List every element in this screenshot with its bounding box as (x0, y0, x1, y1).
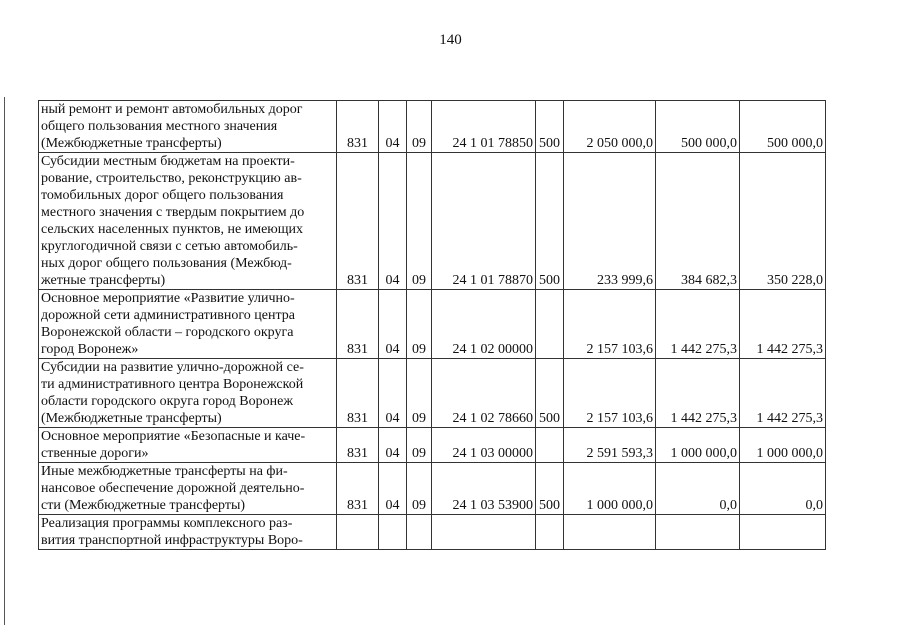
row-name-line: ти административного центра Воронежской (41, 377, 304, 392)
table-body (39, 101, 826, 550)
admin-code-cell: 831 (337, 428, 379, 463)
amount-year-2-cell: 384 682,3 (656, 153, 740, 290)
subsection-code-cell: 09 (407, 463, 432, 515)
section-code-cell (379, 515, 407, 550)
expense-type-cell (536, 290, 564, 359)
row-name-line: нансовое обеспечение дорожной деятельно- (41, 481, 305, 496)
amount-year-1-cell: 2 157 103,6 (564, 290, 656, 359)
section-code-cell: 04 (379, 463, 407, 515)
amount-year-3-cell: 1 442 275,3 (740, 290, 826, 359)
section-code-cell: 04 (379, 428, 407, 463)
row-name-line: Реализация программы комплексного раз- (41, 516, 293, 531)
amount-year-1-cell: 2 157 103,6 (564, 359, 656, 428)
amount-year-2-cell: 1 000 000,0 (656, 428, 740, 463)
amount-year-1-cell: 1 000 000,0 (564, 463, 656, 515)
amount-year-3-cell (740, 515, 826, 550)
table-row (39, 359, 826, 428)
row-name-line: Субсидии на развитие улично-дорожной се- (41, 360, 304, 375)
row-name-line: (Межбюджетные трансферты) (41, 411, 222, 426)
amount-year-2-cell: 1 442 275,3 (656, 359, 740, 428)
subsection-code-cell: 09 (407, 153, 432, 290)
section-code-cell: 04 (379, 359, 407, 428)
table-row (39, 153, 826, 290)
row-name-line: (Межбюджетные трансферты) (41, 136, 222, 151)
expense-type-cell: 500 (536, 359, 564, 428)
admin-code-cell: 831 (337, 359, 379, 428)
target-article-cell: 24 1 02 78660 (432, 359, 536, 428)
budget-table (38, 100, 826, 550)
row-name-line: круглогодичной связи с сетью автомобиль- (41, 239, 298, 254)
target-article-cell (432, 515, 536, 550)
table-row (39, 101, 826, 153)
row-name-line: город Воронеж» (41, 342, 139, 357)
row-name-cell (39, 428, 337, 463)
row-name-line: жетные трансферты) (41, 273, 166, 288)
target-article-cell: 24 1 03 00000 (432, 428, 536, 463)
admin-code-cell: 831 (337, 290, 379, 359)
amount-year-2-cell: 1 442 275,3 (656, 290, 740, 359)
page-edge-line (4, 97, 5, 625)
amount-year-3-cell: 0,0 (740, 463, 826, 515)
section-code-cell: 04 (379, 153, 407, 290)
subsection-code-cell: 09 (407, 428, 432, 463)
amount-year-1-cell: 233 999,6 (564, 153, 656, 290)
expense-type-cell (536, 428, 564, 463)
row-name-cell (39, 101, 337, 153)
subsection-code-cell: 09 (407, 290, 432, 359)
target-article-cell: 24 1 01 78850 (432, 101, 536, 153)
amount-year-2-cell: 500 000,0 (656, 101, 740, 153)
section-code-cell: 04 (379, 290, 407, 359)
row-name-cell (39, 290, 337, 359)
row-name-line: местного значения с твердым покрытием до (41, 205, 305, 220)
row-name-cell (39, 515, 337, 550)
amount-year-1-cell: 2 050 000,0 (564, 101, 656, 153)
row-name-line: области городского округа город Воронеж (41, 394, 294, 409)
amount-year-3-cell: 1 442 275,3 (740, 359, 826, 428)
amount-year-1-cell: 2 591 593,3 (564, 428, 656, 463)
amount-year-3-cell: 500 000,0 (740, 101, 826, 153)
row-name-line: Воронежской области – городского округа (41, 325, 294, 340)
table-row (39, 463, 826, 515)
amount-year-3-cell: 1 000 000,0 (740, 428, 826, 463)
section-code-cell: 04 (379, 101, 407, 153)
table-row (39, 515, 826, 550)
row-name-line: ственные дороги» (41, 446, 149, 461)
page-number: 140 (439, 32, 462, 48)
amount-year-2-cell: 0,0 (656, 463, 740, 515)
row-name-line: ный ремонт и ремонт автомобильных дорог (41, 102, 303, 117)
admin-code-cell: 831 (337, 101, 379, 153)
subsection-code-cell: 09 (407, 359, 432, 428)
expense-type-cell (536, 515, 564, 550)
row-name-line: Основное мероприятие «Развитие улично- (41, 291, 295, 306)
expense-type-cell: 500 (536, 101, 564, 153)
row-name-line: вития транспортной инфраструктуры Воро- (41, 533, 303, 548)
row-name-cell (39, 463, 337, 515)
target-article-cell: 24 1 03 53900 (432, 463, 536, 515)
admin-code-cell (337, 515, 379, 550)
row-name-line: сельских населенных пунктов, не имеющих (41, 222, 304, 237)
row-name-line: дорожной сети административного центра (41, 308, 295, 323)
target-article-cell: 24 1 02 00000 (432, 290, 536, 359)
amount-year-2-cell (656, 515, 740, 550)
subsection-code-cell (407, 515, 432, 550)
table-row (39, 290, 826, 359)
admin-code-cell: 831 (337, 463, 379, 515)
target-article-cell: 24 1 01 78870 (432, 153, 536, 290)
row-name-line: Субсидии местным бюджетам на проекти- (41, 154, 295, 169)
row-name-cell (39, 153, 337, 290)
row-name-line: общего пользования местного значения (41, 119, 278, 134)
row-name-line: ных дорог общего пользования (Межбюд- (41, 256, 292, 271)
expense-type-cell: 500 (536, 463, 564, 515)
row-name-line: сти (Межбюджетные трансферты) (41, 498, 246, 513)
admin-code-cell: 831 (337, 153, 379, 290)
subsection-code-cell: 09 (407, 101, 432, 153)
row-name-line: рование, строительство, реконструкцию ав- (41, 171, 302, 186)
row-name-line: томобильных дорог общего пользования (41, 188, 284, 203)
table-row (39, 428, 826, 463)
row-name-line: Основное мероприятие «Безопасные и каче- (41, 429, 306, 444)
row-name-line: Иные межбюджетные трансферты на фи- (41, 464, 288, 479)
row-name-cell (39, 359, 337, 428)
amount-year-3-cell: 350 228,0 (740, 153, 826, 290)
amount-year-1-cell (564, 515, 656, 550)
expense-type-cell: 500 (536, 153, 564, 290)
